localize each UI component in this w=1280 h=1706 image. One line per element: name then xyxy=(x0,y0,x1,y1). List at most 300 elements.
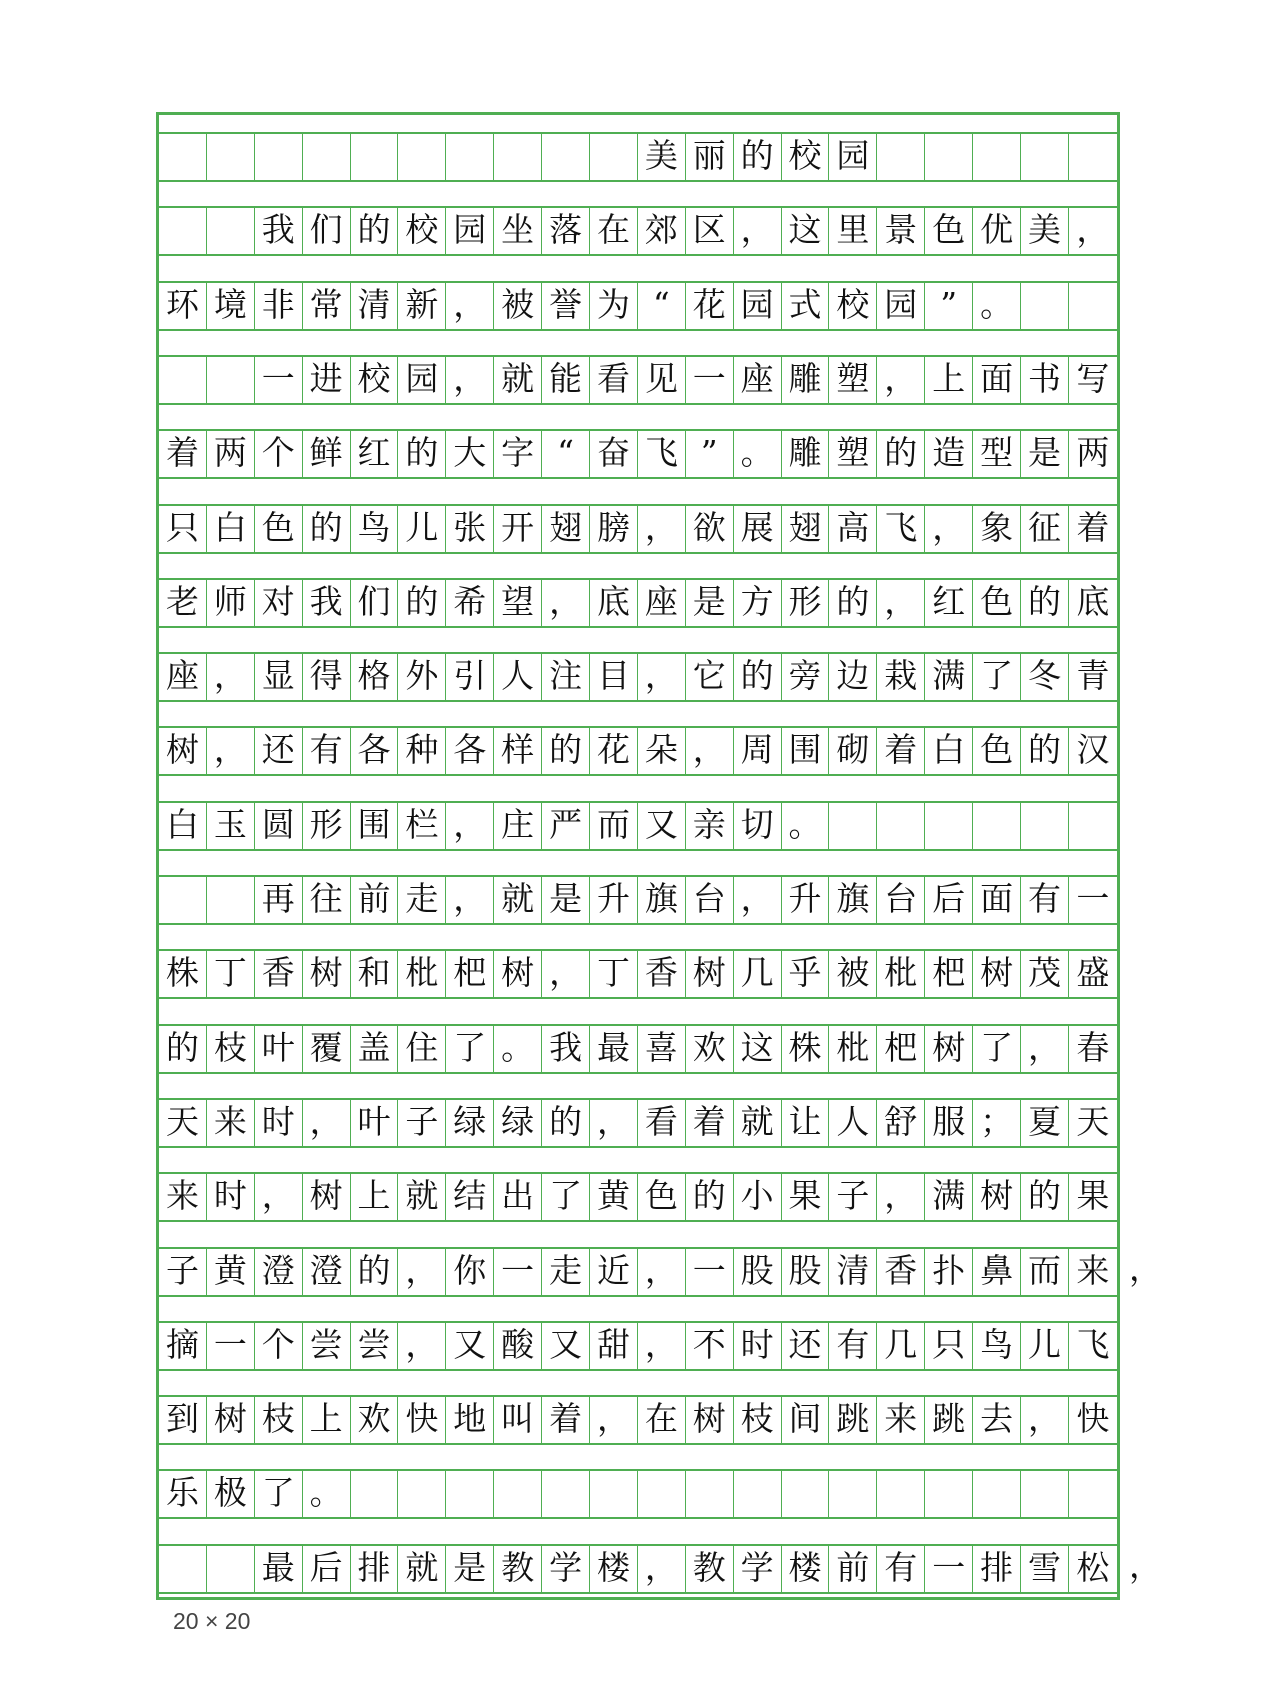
grid-cell: 雪 xyxy=(1021,1544,1069,1592)
grid-cell: 楼 xyxy=(590,1544,638,1592)
grid-cell: 喜 xyxy=(638,1024,686,1072)
grid-cell: 来 xyxy=(159,1172,207,1220)
grid-cell: 又 xyxy=(638,801,686,849)
grid-cell: 香 xyxy=(255,949,303,997)
grid-cell: 是 xyxy=(542,875,590,923)
grid-cell: 一 xyxy=(207,1321,255,1369)
grid-cell: 飞 xyxy=(1076,1324,1110,1364)
grid-cell: 玉 xyxy=(207,801,255,849)
grid-cell xyxy=(829,1469,877,1517)
grid-cell: 式 xyxy=(782,281,830,329)
row-bottom-line xyxy=(159,403,1117,405)
grid-cell: 的 xyxy=(159,1024,207,1072)
grid-cell: 盖 xyxy=(351,1024,399,1072)
grid-cell xyxy=(207,132,255,180)
grid-cell: 时 xyxy=(734,1321,782,1369)
grid-cell: 摘 xyxy=(159,1321,207,1369)
grid-cell: 树 xyxy=(159,726,207,774)
grid-cell: 欢 xyxy=(351,1395,399,1443)
grid-cell: 园 xyxy=(446,206,494,254)
grid-cell xyxy=(398,132,446,180)
grid-cell: 学 xyxy=(542,1544,590,1592)
grid-cell: 绿 xyxy=(446,1098,494,1146)
grid-cell: 字 xyxy=(494,429,542,477)
grid-cell xyxy=(829,801,877,849)
grid-cell: 扑 xyxy=(925,1247,973,1295)
grid-cell: 面 xyxy=(973,355,1021,403)
grid-cell: 。 xyxy=(973,281,1021,329)
row-bottom-line xyxy=(159,700,1117,702)
grid-cell xyxy=(973,132,1021,180)
grid-cell: 往 xyxy=(303,875,351,923)
grid-cell: ， xyxy=(638,1544,686,1592)
grid-cell: 区 xyxy=(686,206,734,254)
grid-cell: ， xyxy=(255,1172,303,1220)
grid-cell: 尝 xyxy=(351,1321,399,1369)
row-bottom-line xyxy=(159,477,1117,479)
grid-cell: 有 xyxy=(1021,875,1069,923)
grid-cell xyxy=(398,1469,446,1517)
grid-cell: 舒 xyxy=(877,1098,925,1146)
grid-cell: 时 xyxy=(207,1172,255,1220)
grid-cell: 们 xyxy=(303,206,351,254)
grid-cell: 红 xyxy=(351,429,399,477)
grid-cell: 两 xyxy=(207,429,255,477)
grid-cell: ， xyxy=(398,1321,446,1369)
grid-cell: 在 xyxy=(590,206,638,254)
grid-cell: 满 xyxy=(925,1172,973,1220)
grid-cell xyxy=(973,801,1021,849)
grid-cell: 人 xyxy=(494,652,542,700)
grid-cell: 子 xyxy=(159,1247,207,1295)
grid-cell: 色 xyxy=(925,206,973,254)
row-bottom-line xyxy=(159,329,1117,331)
grid-row xyxy=(159,652,1117,700)
grid-cell: 我 xyxy=(303,578,351,626)
grid-cell: 翅 xyxy=(542,504,590,552)
row-bottom-line xyxy=(159,1592,1117,1594)
grid-cell: 青 xyxy=(1076,656,1110,696)
grid-cell: 就 xyxy=(398,1172,446,1220)
grid-cell: 盛 xyxy=(1076,953,1110,993)
row-bottom-line xyxy=(159,1146,1117,1148)
grid-cell: 的 xyxy=(398,578,446,626)
grid-cell: 白 xyxy=(159,801,207,849)
grid-row xyxy=(159,949,1117,997)
grid-cell: 望 xyxy=(494,578,542,626)
grid-cell xyxy=(207,355,255,403)
grid-cell: 校 xyxy=(398,206,446,254)
grid-cell: 清 xyxy=(351,281,399,329)
grid-cell xyxy=(255,132,303,180)
row-bottom-line xyxy=(159,1443,1117,1445)
grid-cell: 前 xyxy=(351,875,399,923)
grid-cell xyxy=(351,1469,399,1517)
grid-cell: ， xyxy=(638,1321,686,1369)
grid-cell: 叶 xyxy=(351,1098,399,1146)
row-bottom-line xyxy=(159,1295,1117,1297)
grid-cell: 天 xyxy=(159,1098,207,1146)
grid-cell: 有 xyxy=(877,1544,925,1592)
grid-cell: 严 xyxy=(542,801,590,849)
grid-cell: 砌 xyxy=(829,726,877,774)
grid-cell: 又 xyxy=(446,1321,494,1369)
grid-cell: 栏 xyxy=(398,801,446,849)
grid-cell: 是 xyxy=(1021,429,1069,477)
grid-cell: 花 xyxy=(686,281,734,329)
grid-cell: 校 xyxy=(351,355,399,403)
grid-cell: 而 xyxy=(590,801,638,849)
grid-cell: 希 xyxy=(446,578,494,626)
grid-cell: 进 xyxy=(303,355,351,403)
grid-cell: 造 xyxy=(925,429,973,477)
grid-cell: 的 xyxy=(1021,578,1069,626)
grid-cell: 有 xyxy=(829,1321,877,1369)
grid-cell: 色 xyxy=(973,726,1021,774)
row-bottom-line xyxy=(159,254,1117,256)
grid-cell: 是 xyxy=(686,578,734,626)
grid-cell: 形 xyxy=(782,578,830,626)
grid-cell: 就 xyxy=(494,875,542,923)
grid-cell: 鸟 xyxy=(351,504,399,552)
grid-cell: 了 xyxy=(446,1024,494,1072)
grid-cell: ， xyxy=(207,652,255,700)
grid-cell: 枝 xyxy=(734,1395,782,1443)
grid-cell: 丁 xyxy=(207,949,255,997)
grid-cell: 。 xyxy=(303,1469,351,1517)
grid-cell: 欲 xyxy=(686,504,734,552)
grid-cell xyxy=(1021,801,1069,849)
grid-cell: 尝 xyxy=(303,1321,351,1369)
grid-cell: 形 xyxy=(303,801,351,849)
grid-cell: ， xyxy=(686,726,734,774)
grid-cell: 能 xyxy=(542,355,590,403)
grid-cell: 高 xyxy=(829,504,877,552)
grid-cell: 欢 xyxy=(686,1024,734,1072)
grid-cell: 落 xyxy=(542,206,590,254)
grid-cell: 常 xyxy=(303,281,351,329)
grid-cell: 台 xyxy=(877,875,925,923)
grid-cell: 个 xyxy=(255,429,303,477)
grid-cell: 园 xyxy=(829,132,877,180)
grid-cell: 出 xyxy=(494,1172,542,1220)
grid-cell: 最 xyxy=(590,1024,638,1072)
grid-cell: 一 xyxy=(255,355,303,403)
grid-cell: 的 xyxy=(829,578,877,626)
grid-cell: 奋 xyxy=(590,429,638,477)
grid-cell: ， xyxy=(542,578,590,626)
grid-cell xyxy=(734,1469,782,1517)
grid-row xyxy=(159,504,1117,552)
grid-cell: 塑 xyxy=(829,429,877,477)
grid-cell: 去 xyxy=(973,1395,1021,1443)
grid-cell: ， xyxy=(446,801,494,849)
grid-cell: 来 xyxy=(1076,1250,1110,1290)
grid-cell: ； xyxy=(973,1098,1021,1146)
grid-cell: 再 xyxy=(255,875,303,923)
grid-cell: 枝 xyxy=(207,1024,255,1072)
grid-cell: 被 xyxy=(829,949,877,997)
grid-cell: 了 xyxy=(542,1172,590,1220)
grid-cell: 枇 xyxy=(398,949,446,997)
grid-cell: 象 xyxy=(973,504,1021,552)
grid-cell: 叫 xyxy=(494,1395,542,1443)
grid-cell: 绿 xyxy=(494,1098,542,1146)
grid-cell: 在 xyxy=(638,1395,686,1443)
grid-cell: ， xyxy=(1021,1395,1069,1443)
grid-cell xyxy=(446,1469,494,1517)
grid-cell: 清 xyxy=(829,1247,877,1295)
grid-cell: 子 xyxy=(829,1172,877,1220)
grid-cell xyxy=(1069,281,1117,329)
grid-cell: 看 xyxy=(638,1098,686,1146)
grid-cell: 极 xyxy=(207,1469,255,1517)
grid-cell: 大 xyxy=(446,429,494,477)
grid-cell: 就 xyxy=(494,355,542,403)
grid-cell: 教 xyxy=(494,1544,542,1592)
grid-cell: 股 xyxy=(734,1247,782,1295)
grid-cell: 型 xyxy=(973,429,1021,477)
grid-cell: 只 xyxy=(159,504,207,552)
grid-cell: ， xyxy=(734,206,782,254)
grid-cell: 鸟 xyxy=(973,1321,1021,1369)
grid-cell: 还 xyxy=(782,1321,830,1369)
grid-cell xyxy=(207,206,255,254)
grid-cell: 树 xyxy=(207,1395,255,1443)
grid-cell: 环 xyxy=(159,281,207,329)
grid-cell: ， xyxy=(877,1172,925,1220)
grid-cell: 境 xyxy=(207,281,255,329)
grid-cell: 来 xyxy=(207,1098,255,1146)
grid-row xyxy=(159,429,1117,477)
grid-cell xyxy=(1069,1469,1117,1517)
row-bottom-line xyxy=(159,180,1117,182)
grid-cell: 引 xyxy=(446,652,494,700)
grid-cell: 样 xyxy=(494,726,542,774)
grid-cell: 夏 xyxy=(1021,1098,1069,1146)
grid-cell: 一 xyxy=(1076,879,1110,918)
row-bottom-line xyxy=(159,1220,1117,1222)
grid-row xyxy=(159,1395,1117,1443)
grid-cell: 围 xyxy=(351,801,399,849)
grid-cell xyxy=(159,355,207,403)
grid-cell: 上 xyxy=(351,1172,399,1220)
grid-cell: 。 xyxy=(782,801,830,849)
grid-cell xyxy=(159,132,207,180)
grid-cell: 儿 xyxy=(398,504,446,552)
grid-cell xyxy=(686,1469,734,1517)
grid-cell: 排 xyxy=(351,1544,399,1592)
grid-cell: 优 xyxy=(973,206,1021,254)
row-bottom-line xyxy=(159,1072,1117,1074)
grid-size-label: 20 × 20 xyxy=(173,1608,251,1634)
grid-cell: 株 xyxy=(159,949,207,997)
grid-cell: ， xyxy=(590,1098,638,1146)
grid-cell: 排 xyxy=(973,1544,1021,1592)
grid-cell: 显 xyxy=(255,652,303,700)
grid-cell: 园 xyxy=(734,281,782,329)
grid-cell: ， xyxy=(1076,210,1110,250)
grid-cell: 上 xyxy=(925,355,973,403)
grid-cell: 征 xyxy=(1021,504,1069,552)
grid-cell: 边 xyxy=(829,652,877,700)
grid-cell: 一 xyxy=(494,1247,542,1295)
grid-cell: 教 xyxy=(686,1544,734,1592)
grid-cell: 誉 xyxy=(542,281,590,329)
grid-cell: 美 xyxy=(638,132,686,180)
grid-cell: 注 xyxy=(542,652,590,700)
grid-cell xyxy=(973,1469,1021,1517)
grid-cell xyxy=(1069,132,1117,180)
grid-cell: 是 xyxy=(446,1544,494,1592)
grid-cell: 景 xyxy=(877,206,925,254)
grid-row xyxy=(159,801,1117,849)
grid-cell: 杷 xyxy=(877,1024,925,1072)
grid-row xyxy=(159,132,1117,180)
grid-cell: 地 xyxy=(446,1395,494,1443)
grid-cell: ， xyxy=(638,1247,686,1295)
grid-cell: 一 xyxy=(686,1247,734,1295)
grid-cell: 树 xyxy=(494,949,542,997)
grid-cell: 天 xyxy=(1076,1101,1110,1141)
grid-cell: 只 xyxy=(925,1321,973,1369)
grid-cell: 老 xyxy=(159,578,207,626)
grid-cell: 色 xyxy=(255,504,303,552)
grid-cell: 株 xyxy=(782,1024,830,1072)
overflow-punctuation: ， xyxy=(1129,1545,1162,1585)
grid-cell: ， xyxy=(638,504,686,552)
grid-cell: 切 xyxy=(734,801,782,849)
grid-cell: 树 xyxy=(925,1024,973,1072)
grid-cell: 近 xyxy=(590,1247,638,1295)
grid-cell: 酸 xyxy=(494,1321,542,1369)
grid-cell: 的 xyxy=(351,206,399,254)
grid-cell: ， xyxy=(446,875,494,923)
grid-cell: 冬 xyxy=(1021,652,1069,700)
grid-cell: 我 xyxy=(542,1024,590,1072)
grid-cell xyxy=(159,206,207,254)
grid-cell: 白 xyxy=(207,504,255,552)
grid-row xyxy=(159,1098,1117,1146)
grid-cell: 儿 xyxy=(1021,1321,1069,1369)
grid-cell: 两 xyxy=(1076,433,1110,473)
grid-cell: 来 xyxy=(877,1395,925,1443)
grid-cell: 我 xyxy=(255,206,303,254)
grid-cell: 被 xyxy=(494,281,542,329)
grid-cell: 看 xyxy=(590,355,638,403)
grid-cell: 几 xyxy=(734,949,782,997)
row-bottom-line xyxy=(159,923,1117,925)
grid-cell: 有 xyxy=(303,726,351,774)
grid-cell: 见 xyxy=(638,355,686,403)
grid-cell xyxy=(159,875,207,923)
grid-cell: 园 xyxy=(877,281,925,329)
row-bottom-line xyxy=(159,552,1117,554)
grid-cell: 的 xyxy=(734,652,782,700)
grid-cell: 杷 xyxy=(925,949,973,997)
grid-cell: 的 xyxy=(351,1247,399,1295)
grid-cell: 树 xyxy=(303,1172,351,1220)
grid-cell: ， xyxy=(398,1247,446,1295)
grid-cell xyxy=(877,801,925,849)
grid-row xyxy=(159,1469,1117,1517)
grid-cell: 升 xyxy=(782,875,830,923)
grid-cell: 你 xyxy=(446,1247,494,1295)
grid-cell xyxy=(303,132,351,180)
grid-cell: 香 xyxy=(877,1247,925,1295)
grid-cell: ， xyxy=(207,726,255,774)
grid-cell: 楼 xyxy=(782,1544,830,1592)
row-bottom-line xyxy=(159,626,1117,628)
grid-cell: 雕 xyxy=(782,355,830,403)
grid-cell: 着 xyxy=(542,1395,590,1443)
grid-cell: 覆 xyxy=(303,1024,351,1072)
grid-cell: 坐 xyxy=(494,206,542,254)
grid-row xyxy=(159,281,1117,329)
grid-cell: 让 xyxy=(782,1098,830,1146)
grid-cell: ， xyxy=(734,875,782,923)
grid-cell: 各 xyxy=(351,726,399,774)
grid-cell: 白 xyxy=(925,726,973,774)
grid-cell xyxy=(590,1469,638,1517)
grid-row xyxy=(159,578,1117,626)
grid-cell: 的 xyxy=(1021,726,1069,774)
grid-cell: 到 xyxy=(159,1395,207,1443)
grid-cell: ， xyxy=(877,578,925,626)
grid-cell: 松 xyxy=(1076,1547,1110,1587)
grid-cell: 旗 xyxy=(638,875,686,923)
grid-cell: 美 xyxy=(1021,206,1069,254)
grid-cell: 前 xyxy=(829,1544,877,1592)
grid-cell: 后 xyxy=(303,1544,351,1592)
row-bottom-line xyxy=(159,774,1117,776)
grid-cell: 塑 xyxy=(829,355,877,403)
grid-cell: ， xyxy=(1021,1024,1069,1072)
grid-cell: ， xyxy=(303,1098,351,1146)
grid-row xyxy=(159,875,1117,923)
grid-cell: 围 xyxy=(782,726,830,774)
grid-cell: 飞 xyxy=(638,429,686,477)
grid-cell: 座 xyxy=(159,652,207,700)
grid-cell: 们 xyxy=(351,578,399,626)
grid-cell: 色 xyxy=(973,578,1021,626)
grid-cell: 色 xyxy=(638,1172,686,1220)
grid-cell: 红 xyxy=(925,578,973,626)
grid-row xyxy=(159,1544,1117,1592)
grid-cell: 枝 xyxy=(255,1395,303,1443)
grid-cell xyxy=(925,801,973,849)
grid-cell: 种 xyxy=(398,726,446,774)
grid-cell: 展 xyxy=(734,504,782,552)
grid-cell: 就 xyxy=(398,1544,446,1592)
grid-cell: 升 xyxy=(590,875,638,923)
grid-cell: 雕 xyxy=(782,429,830,477)
grid-cell: “ xyxy=(638,281,686,329)
grid-cell: 的 xyxy=(542,726,590,774)
grid-cell: 和 xyxy=(351,949,399,997)
grid-cell: 时 xyxy=(255,1098,303,1146)
grid-cell: 的 xyxy=(686,1172,734,1220)
grid-cell: 圆 xyxy=(255,801,303,849)
grid-cell xyxy=(446,132,494,180)
grid-cell: 朵 xyxy=(638,726,686,774)
row-bottom-line xyxy=(159,997,1117,999)
grid-row xyxy=(159,1247,1117,1295)
grid-cell: 翅 xyxy=(782,504,830,552)
grid-cell: 茂 xyxy=(1021,949,1069,997)
grid-cell: 一 xyxy=(686,355,734,403)
grid-cell: 果 xyxy=(782,1172,830,1220)
